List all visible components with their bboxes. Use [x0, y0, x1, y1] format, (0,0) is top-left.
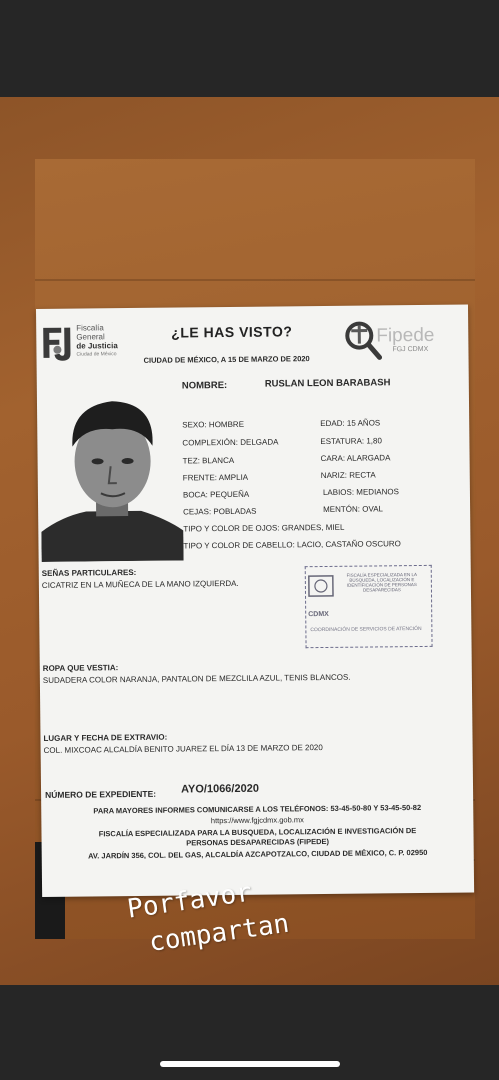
footer-phones: PARA MAYORES INFORMES COMUNICARSE A LOS TELÉFONOS: 53-45-50-80 Y 53-45-50-82: [93, 802, 422, 816]
wood-grain: [35, 279, 475, 281]
home-indicator[interactable]: [160, 1061, 340, 1067]
footer-address: AV. JARDÍN 356, COL. DEL GAS, ALCALDÍA AZCAPOTZALCO, CIUDAD DE MÉXICO, C. P. 02950: [87, 847, 428, 861]
senas-value: CICATRIZ EN LA MUÑECA DE LA MANO IZQUIERDA.: [41, 578, 239, 590]
field-nariz: NARIZ: RECTA: [320, 470, 376, 481]
fgj-logo-icon: [39, 324, 75, 364]
poster-headline: ¿LE HAS VISTO?: [171, 323, 293, 341]
lugar-label: LUGAR Y FECHA DE EXTRAVIO:: [43, 732, 168, 743]
name-value: RUSLAN LEON BARABASH: [264, 377, 391, 390]
field-cejas: CEJAS: POBLADAS: [183, 506, 257, 517]
org-line: Fiscalía: [76, 323, 104, 333]
stamp-coordination: COORDINACIÓN DE SERVICIOS DE ATENCIÓN: [310, 625, 422, 634]
field-complexion: COMPLEXIÓN: DELGADA: [182, 437, 279, 448]
caption-line-2: compartan: [147, 908, 291, 958]
footer-website: https://www.fgjcdmx.gob.mx: [210, 815, 304, 826]
fgj-organization-name: [76, 323, 118, 359]
stamp-emblem-icon: [308, 575, 334, 597]
org-line: de Justicia: [76, 341, 118, 351]
caption-line-1: Porfavor: [125, 877, 254, 925]
field-cara: CARA: ALARGADA: [320, 453, 391, 464]
ropa-value: SUDADERA COLOR NARANJA, PANTALON DE MEZCLILA AZUL, TENIS BLANCOS.: [42, 672, 351, 685]
missing-person-photo: [40, 390, 184, 561]
name-label: NOMBRE:: [181, 380, 228, 392]
story-photo[interactable]: [0, 97, 499, 985]
lugar-value: COL. MIXCOAC ALCALDÍA BENITO JUAREZ EL DÍA 13 DE MARZO DE 2020: [43, 743, 323, 755]
case-number-value: AYO/1066/2020: [180, 782, 259, 796]
field-estatura: ESTATURA: 1,80: [320, 436, 382, 447]
field-menton: MENTÓN: OVAL: [323, 504, 384, 515]
missing-person-poster: [36, 304, 474, 896]
field-frente: FRENTE: AMPLIA: [182, 472, 249, 483]
senas-label: SEÑAS PARTICULARES:: [41, 567, 137, 578]
org-line: Ciudad de México: [76, 351, 117, 358]
poster-date: CIUDAD DE MÉXICO, A 15 DE MARZO DE 2020: [143, 354, 310, 365]
stamp-cdmx: CDMX: [308, 610, 329, 619]
field-tez: TEZ: BLANCA: [182, 455, 235, 466]
fipede-logo-text: Fipede: [376, 324, 435, 347]
footer-agency-cont: PERSONAS DESAPARECIDAS (FIPEDE): [186, 836, 330, 848]
field-sexo: SEXO: HOMBRE: [182, 419, 245, 430]
stamp-text: FISCALÍA ESPECIALIZADA EN LA BÚSQUEDA, LOCALIZACIÓN E IDENTIFICACIÓN DE PERSONAS DESAPARECIDAS: [346, 572, 417, 593]
fipede-logo-subtext: FGJ CDMX: [392, 345, 429, 354]
case-number-label: NÚMERO DE EXPEDIENTE:: [45, 788, 157, 800]
ropa-label: ROPA QUE VESTIA:: [42, 663, 119, 673]
field-boca: BOCA: PEQUEÑA: [182, 489, 250, 500]
footer-agency: FISCALÍA ESPECIALIZADA PARA LA BUSQUEDA, LOCALIZACIÓN E INVESTIGACIÓN DE: [98, 826, 417, 839]
field-labios: LABIOS: MEDIANOS: [322, 487, 400, 498]
official-stamp: [305, 565, 433, 648]
field-ojos: TIPO Y COLOR DE OJOS: GRANDES, MIEL: [183, 522, 345, 534]
field-edad: EDAD: 15 AÑOS: [320, 418, 381, 429]
field-cabello: TIPO Y COLOR DE CABELLO: LACIO, CASTAÑO OSCURO: [183, 539, 401, 551]
top-black-bar: [0, 0, 499, 97]
org-line: General: [76, 332, 105, 342]
